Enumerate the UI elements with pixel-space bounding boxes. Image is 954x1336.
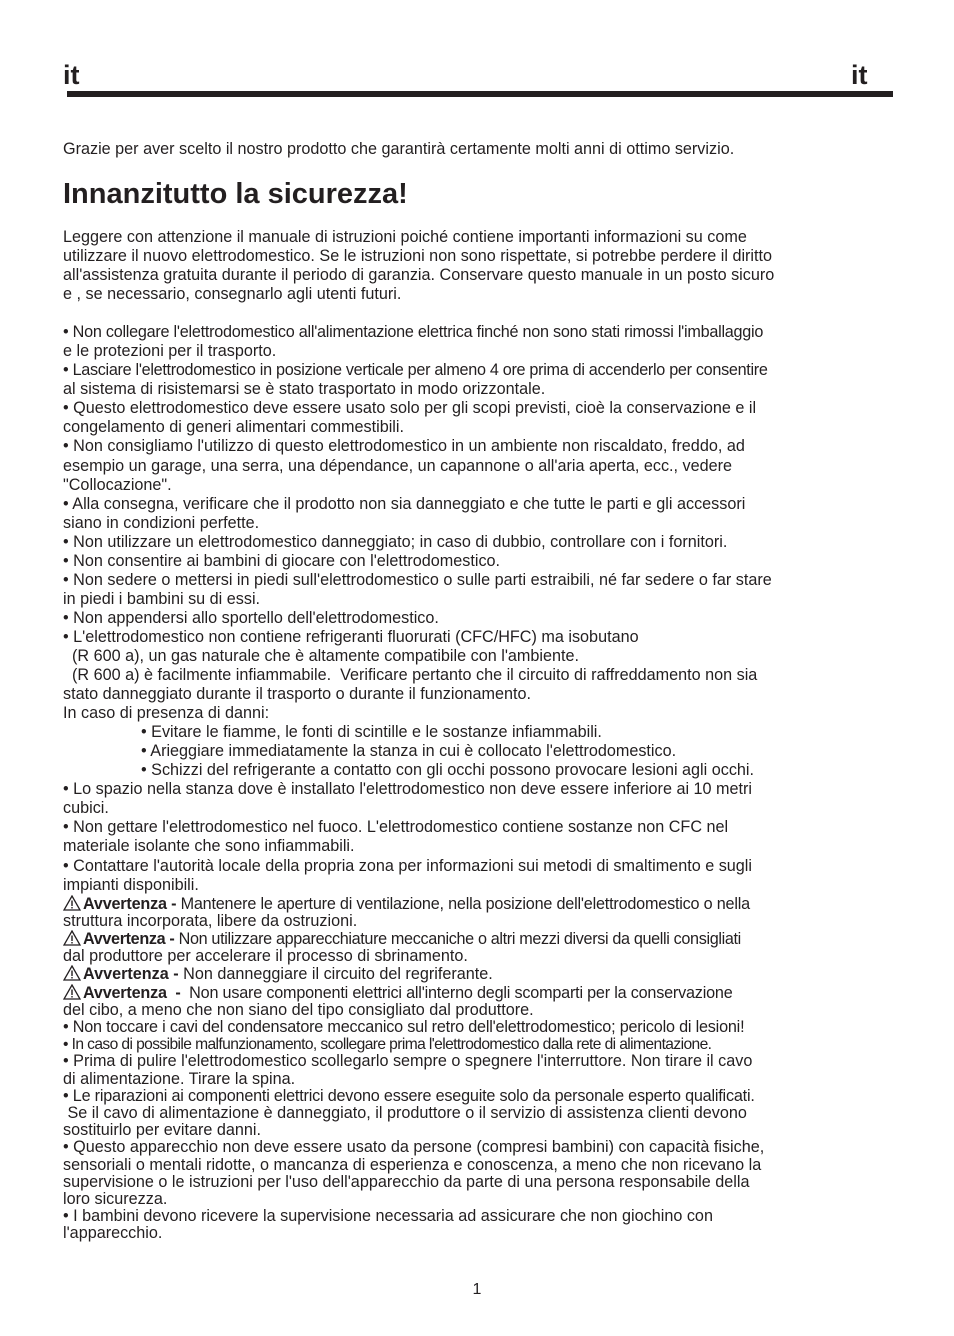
text-line: l'apparecchio. bbox=[63, 1224, 163, 1243]
text-line: • Non consigliamo l'utilizzo di questo elettrodomestico in un ambiente non riscaldato, freddo, ad bbox=[63, 437, 745, 456]
text-line: (R 600 a), un gas naturale che è altamente compatibile con l'ambiente. bbox=[63, 646, 579, 665]
text-line: • Alla consegna, verificare che il prodotto non sia danneggiato e che tutte le parti e gli accessori bbox=[63, 494, 746, 513]
text-line: • Non gettare l'elettrodomestico nel fuoco. L'elettrodomestico contiene sostanze non CFC nel bbox=[63, 818, 729, 837]
text-line: sensoriali o mentali ridotte, o mancanza di esperienza e conoscenza, a meno che non ricevano la bbox=[63, 1155, 762, 1174]
warning-line bbox=[63, 965, 893, 983]
lead-line: Leggere con attenzione il manuale di istruzioni poiché contiene importanti informazioni su come bbox=[63, 228, 747, 246]
text-line: cubici. bbox=[63, 799, 109, 818]
warning-label: Avvertenza - bbox=[83, 894, 181, 913]
safety-body bbox=[63, 228, 893, 1243]
text-line: siano in condizioni perfette. bbox=[63, 513, 260, 532]
lead-line: all'assistenza gratuita durante il periodo di garanzia. Conservare questo manuale in un posto sicuro bbox=[63, 266, 775, 285]
text-line: al sistema di risistemarsi se è stato trasportato in modo orizzontale. bbox=[63, 380, 546, 399]
lead-line: utilizzare il nuovo elettrodomestico. Se le istruzioni non sono rispettate, si potrebbe perdere il diritto bbox=[63, 247, 773, 266]
text-line: materiale isolante che sono infiammabili. bbox=[63, 837, 355, 856]
page-number: 1 bbox=[472, 1281, 482, 1298]
page-title: Innanzitutto la sicurezza! bbox=[63, 178, 408, 210]
text-line: supervisione o le istruzioni per l'uso dell'apparecchio da parte di una persona responsabile della bbox=[63, 1172, 750, 1191]
language-code-left: it bbox=[63, 60, 80, 90]
text-line: • Questo apparecchio non deve essere usato da persone (compresi bambini) con capacità fisiche, bbox=[63, 1138, 765, 1157]
text-line: • Non toccare i cavi del condensatore meccanico sul retro dell'elettrodomestico; pericolo di lesioni! bbox=[63, 1018, 745, 1037]
text-line: • In caso di possibile malfunzionamento, scollegare prima l'elettrodomestico dalla rete di alimentazione. bbox=[63, 1036, 712, 1054]
lead-line: e , se necessario, consegnarlo agli utenti futuri. bbox=[63, 285, 402, 304]
text-line: • Non sedere o mettersi in piedi sull'elettrodomestico o sulle parti estraibili, né far sedere o far stare bbox=[63, 570, 772, 589]
text-line: Se il cavo di alimentazione è danneggiato, il produttore o il servizio di assistenza clienti devono bbox=[63, 1104, 747, 1123]
text-line: • I bambini devono ricevere la supervisione necessaria ad assicurare che non giochino con bbox=[63, 1207, 713, 1226]
warning-triangle-icon bbox=[63, 930, 81, 946]
damage-item: • Arieggiare immediatamente la stanza in cui è collocato l'elettrodomestico. bbox=[141, 742, 677, 761]
damage-item: • Evitare le fiamme, le fonti di scintille e le sostanze infiammabili. bbox=[141, 723, 602, 742]
text-line: congelamento di generi alimentari commestibili. bbox=[63, 418, 404, 437]
warning-block bbox=[63, 895, 893, 1243]
intro-text: Grazie per aver scelto il nostro prodotto che garantirà certamente molti anni di ottimo servizio. bbox=[63, 140, 735, 158]
text-line: • Non consentire ai bambini di giocare con l'elettrodomestico. bbox=[63, 551, 501, 570]
text-line: • Non appendersi allo sportello dell'elettrodomestico. bbox=[63, 608, 439, 627]
warning-text: Non danneggiare il circuito del regriferante. bbox=[183, 965, 493, 984]
warning-triangle-icon bbox=[63, 965, 81, 981]
text-line: stato danneggiato durante il trasporto o durante il funzionamento. bbox=[63, 685, 531, 704]
text-line: • Lo spazio nella stanza dove è installato l'elettrodomestico non deve essere inferiore ai 10 metri bbox=[63, 780, 753, 799]
text-line: di alimentazione. Tirare la spina. bbox=[63, 1069, 296, 1088]
text-line: • Non collegare l'elettrodomestico all'alimentazione elettrica finché non sono stati rimossi l'imballaggio bbox=[63, 323, 764, 342]
text-line: "Collocazione". bbox=[63, 475, 172, 494]
warning-text: Non utilizzare apparecchiature meccaniche o altri mezzi diversi da quelli consigliati bbox=[178, 930, 741, 948]
language-code-right: it bbox=[851, 60, 868, 90]
warning-text: Mantenere le aperture di ventilazione, nella posizione dell'elettrodomestico o nella bbox=[180, 894, 750, 913]
text-line: loro sicurezza. bbox=[63, 1190, 168, 1209]
spacer bbox=[63, 304, 893, 323]
text-line: • Questo elettrodomestico deve essere usato solo per gli scopi previsti, cioè la conservazione e il bbox=[63, 399, 757, 418]
warning-triangle-icon bbox=[63, 984, 81, 1000]
warning-line: dal produttore per accelerare il processo di sbrinamento. bbox=[63, 947, 468, 966]
text-line: In caso di presenza di danni: bbox=[63, 704, 270, 723]
header-rule bbox=[67, 91, 893, 97]
warning-line bbox=[63, 984, 893, 1002]
text-line: sostituirlo per evitare danni. bbox=[63, 1121, 261, 1140]
text-line: • Lasciare l'elettrodomestico in posizione verticale per almeno 4 ore prima di accenderlo per consentire bbox=[63, 361, 768, 380]
text-line: (R 600 a) è facilmente infiammabile. Verificare pertanto che il circuito di raffreddamento non sia bbox=[63, 666, 758, 685]
warning-triangle-icon bbox=[63, 895, 81, 911]
text-line: • Non utilizzare un elettrodomestico danneggiato; in caso di dubbio, controllare con i fornitori. bbox=[63, 532, 728, 551]
warning-text: Non usare componenti elettrici all'interno degli scomparti per la conservazione bbox=[184, 983, 733, 1002]
text-line: impianti disponibili. bbox=[63, 875, 199, 894]
text-line: • L'elettrodomestico non contiene refrigeranti fluorurati (CFC/HFC) ma isobutano bbox=[63, 627, 639, 646]
damage-item: • Schizzi del refrigerante a contatto con gli occhi possono provocare lesioni agli occhi. bbox=[141, 761, 755, 780]
warning-label: Avvertenza - bbox=[83, 965, 184, 984]
text-line: • Le riparazioni ai componenti elettrici devono essere eseguite solo da personale esperto qualificati. bbox=[63, 1086, 755, 1105]
warning-line bbox=[63, 895, 893, 913]
text-line: esempio un garage, una serra, una dépendance, un capannone o all'aria aperta, ecc., vedere bbox=[63, 456, 733, 475]
warning-label: Avvertenza - bbox=[83, 983, 185, 1002]
text-line: • Contattare l'autorità locale della propria zona per informazioni sui metodi di smaltimento e sugli bbox=[63, 856, 752, 875]
warning-line bbox=[63, 930, 893, 948]
text-line: e le protezioni per il trasporto. bbox=[63, 342, 277, 361]
text-line: • Prima di pulire l'elettrodomestico scollegarlo sempre o spegnere l'interruttore. Non tirare il cavo bbox=[63, 1052, 753, 1071]
warning-line: struttura incorporata, libere da ostruzioni. bbox=[63, 911, 358, 930]
warning-label: Avvertenza - bbox=[83, 930, 179, 948]
text-line: in piedi i bambini su di essi. bbox=[63, 589, 261, 608]
warning-line: del cibo, a meno che non siano del tipo consigliato dal produttore. bbox=[63, 1000, 534, 1019]
